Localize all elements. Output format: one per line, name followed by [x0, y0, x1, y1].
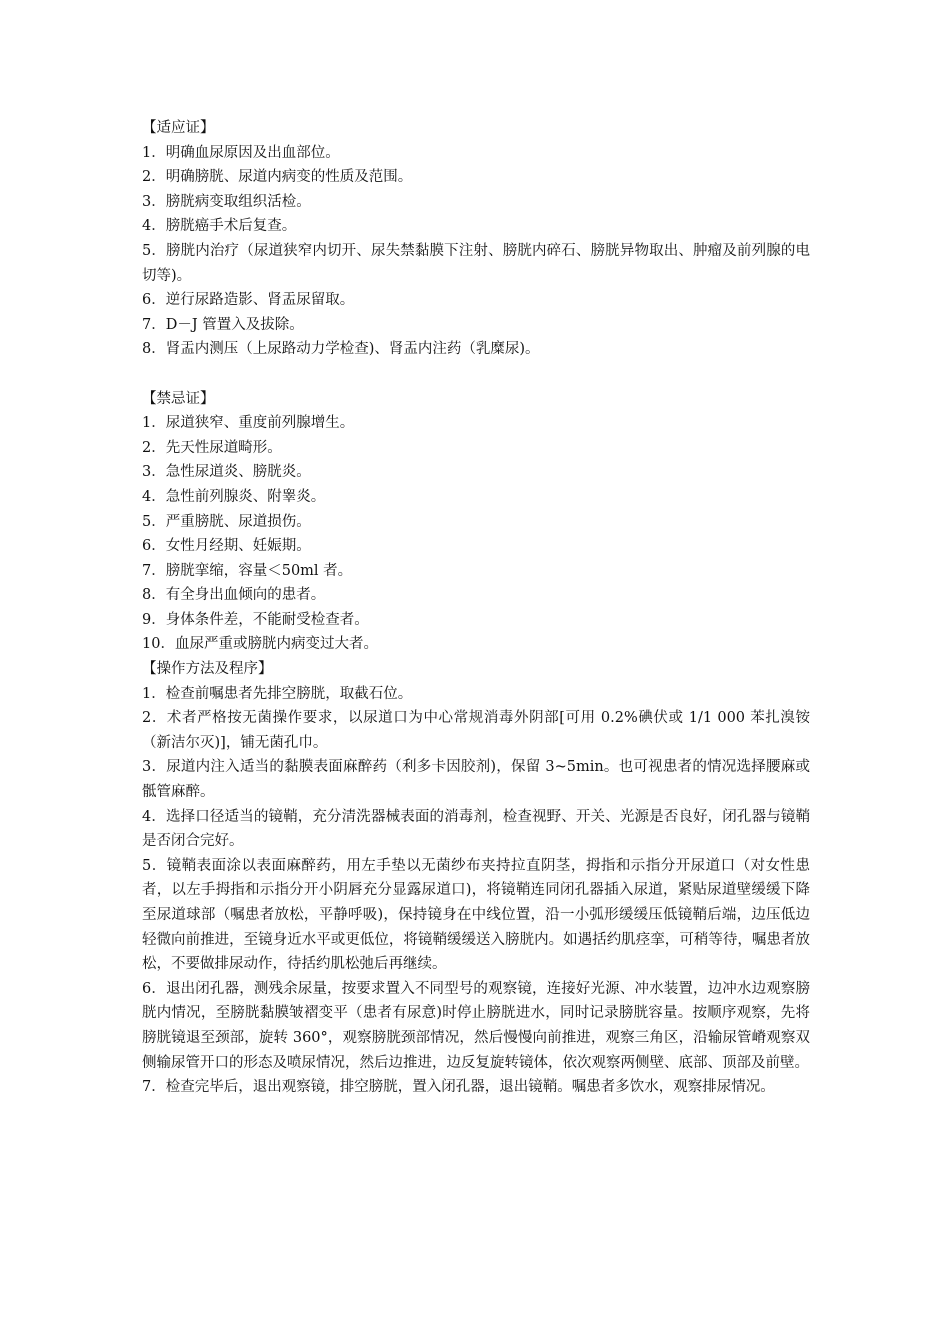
- list-item: 7．D－J 管置入及拔除。: [142, 316, 304, 333]
- list-item: 1．尿道狭窄、重度前列腺增生。: [142, 415, 355, 432]
- list-item: 4．选择口径适当的镜鞘，充分清洗器械表面的消毒剂，检查视野、开关、光源是否良好，闭孔器与镜鞘是否闭合完好。: [142, 808, 810, 850]
- list-item: 3．尿道内注入适当的黏膜表面麻醉药（利多卡因胶剂)，保留 3~5min。也可视患者的情况选择腰麻或骶管麻醉。: [142, 759, 810, 801]
- list-item: 6．逆行尿路造影、肾盂尿留取。: [142, 292, 355, 309]
- section-spacer: [142, 362, 810, 387]
- list-item: 5．严重膀胱、尿道损伤。: [142, 513, 311, 530]
- contraindications-list: [142, 411, 810, 657]
- list-item: 1．检查前嘱患者先排空膀胱，取截石位。: [142, 685, 413, 702]
- list-item: 2．先天性尿道畸形。: [142, 439, 282, 456]
- document-page: [142, 116, 810, 1100]
- section-title-contraindications: 【禁忌证】: [142, 390, 215, 407]
- section-title-procedure: 【操作方法及程序】: [142, 661, 273, 678]
- list-item: 7．检查完毕后，退出观察镜，排空膀胱，置入闭孔器，退出镜鞘。嘱患者多饮水，观察排尿情况。: [142, 1079, 775, 1096]
- list-item: 8．有全身出血倾向的患者。: [142, 587, 326, 604]
- list-item: 3．急性尿道炎、膀胱炎。: [142, 464, 311, 481]
- list-item: 9．身体条件差，不能耐受检查者。: [142, 611, 369, 628]
- list-item: 4．膀胱癌手术后复查。: [142, 218, 297, 235]
- list-item: 5．膀胱内治疗（尿道狭窄内切开、尿失禁黏膜下注射、膀胱内碎石、膀胱异物取出、肿瘤及前列腺的电切等)。: [142, 242, 810, 284]
- list-item: 5．镜鞘表面涂以表面麻醉药，用左手垫以无菌纱布夹持拉直阴茎，拇指和示指分开尿道口（对女性患者，以左手拇指和示指分开小阴唇充分显露尿道口)，将镜鞘连同闭孔器插入尿道，紧贴尿道壁缓缓下降至尿道球部（嘱患者放松，平静呼吸)，保持镜身在中线位置，沿一小弧形缓缓压低镜鞘后端，边压低边轻微向前推进，至镜身近水平或更低位，将镜鞘缓缓送入膀胱内。如遇括约肌痉挛，可稍等待，嘱患者放松，不要做排尿动作，待括约肌松弛后再继续。: [142, 857, 810, 973]
- procedure-list: [142, 682, 810, 1100]
- list-item: 3．膀胱病变取组织活检。: [142, 193, 311, 210]
- list-item: 6．退出闭孔器，测残余尿量，按要求置入不同型号的观察镜，连接好光源、冲水装置，边冲水边观察膀胱内情况，至膀胱黏膜皱褶变平（患者有尿意)时停止膀胱进水，同时记录膀胱容量。按顺序观察，先将膀胱镜退至颈部，旋转 360°，观察膀胱颈部情况，然后慢慢向前推进，观察三角区，沿输尿管嵴观察双侧输尿管开口的形态及喷尿情况，然后边推进，边反复旋转镜体，依次观察两侧壁、底部、顶部及前壁。: [142, 980, 810, 1071]
- list-item: 4．急性前列腺炎、附睾炎。: [142, 488, 326, 505]
- list-item: 6．女性月经期、妊娠期。: [142, 538, 311, 555]
- list-item: 8．肾盂内测压（上尿路动力学检查)、肾盂内注药（乳糜尿)。: [142, 341, 540, 358]
- list-item: 10．血尿严重或膀胱内病变过大者。: [142, 636, 378, 653]
- list-item: 2．明确膀胱、尿道内病变的性质及范围。: [142, 169, 413, 186]
- list-item: 7．膀胱挛缩，容量＜50ml 者。: [142, 562, 353, 579]
- section-title-indications: 【适应证】: [142, 120, 215, 136]
- list-item: 2．术者严格按无菌操作要求，以尿道口为中心常规消毒外阴部[可用 0.2%碘伏或 1/1 000 苯扎溴铵（新洁尔灭)]，铺无菌孔巾。: [142, 710, 810, 751]
- indications-list: [142, 141, 810, 362]
- list-item: 1．明确血尿原因及出血部位。: [142, 144, 340, 161]
